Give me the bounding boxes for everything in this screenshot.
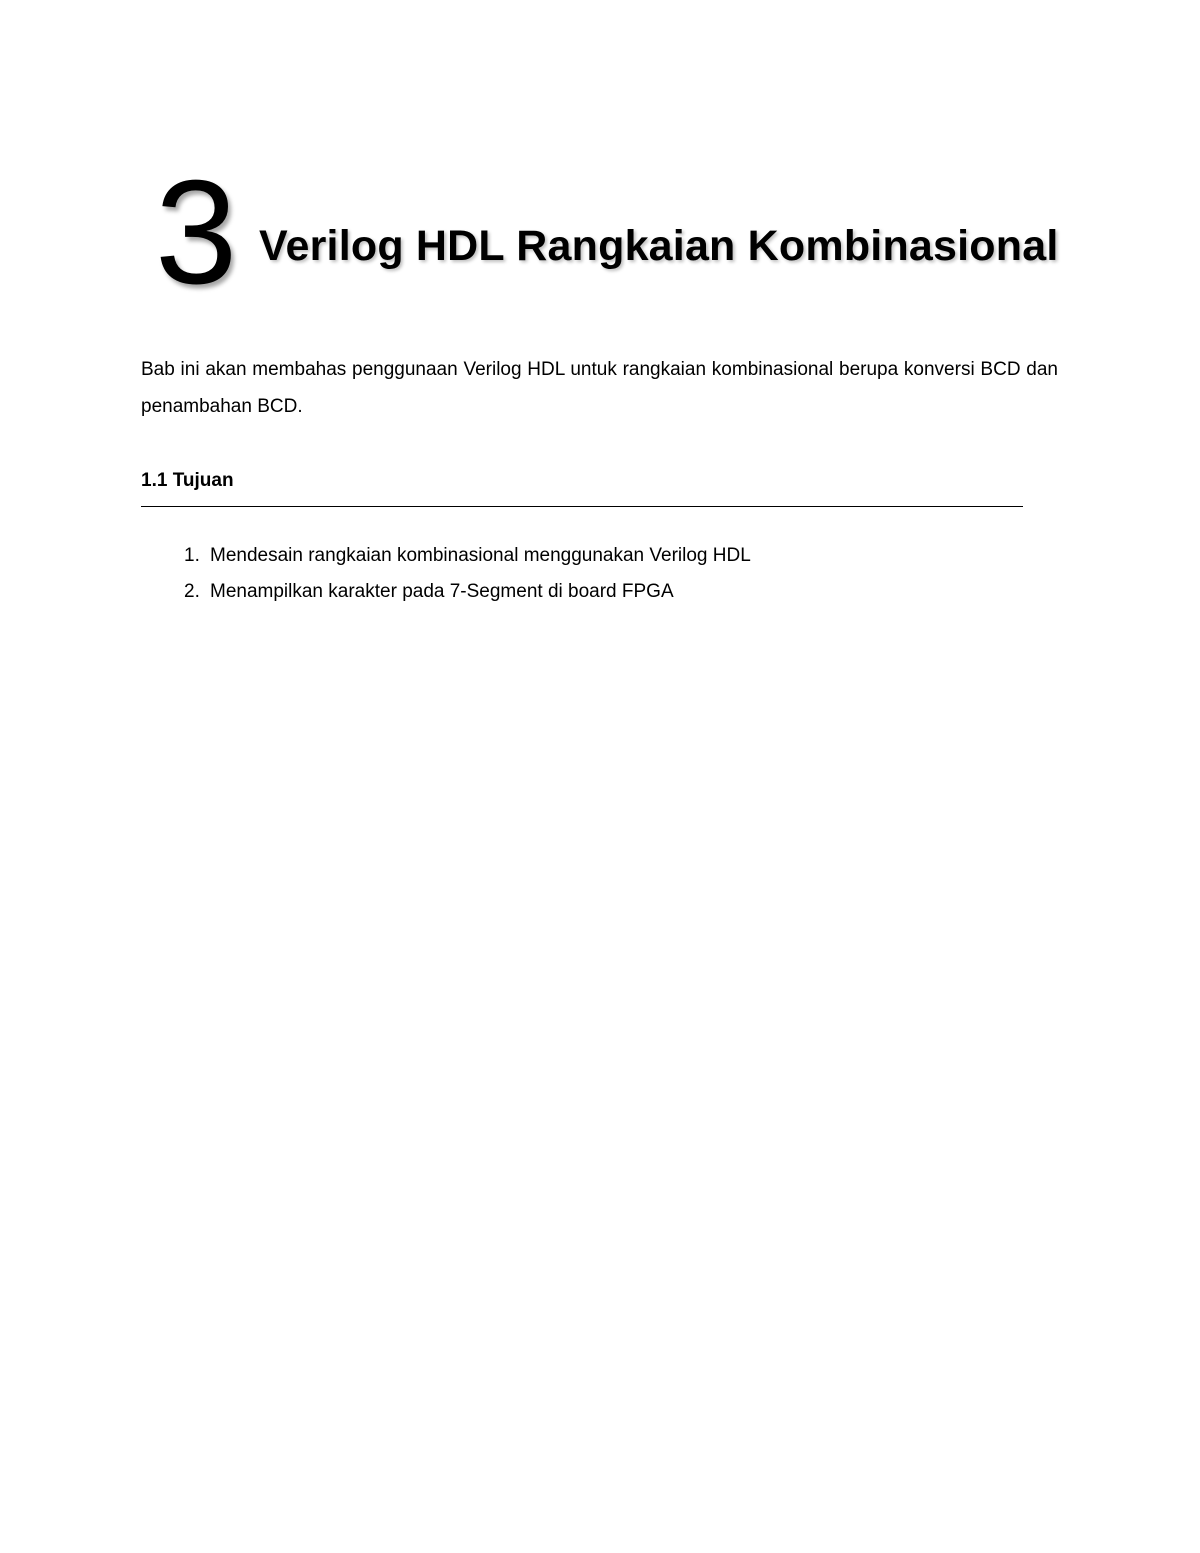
list-item xyxy=(141,538,1023,574)
list-item-number: 2. xyxy=(184,581,200,602)
list-item-number: 1. xyxy=(184,545,200,566)
list-item-text: Menampilkan karakter pada 7-Segment di board FPGA xyxy=(210,581,674,602)
chapter-title: Verilog HDL Rangkaian Kombinasional xyxy=(259,222,1059,270)
list-item xyxy=(141,574,1023,610)
chapter-number: 3 xyxy=(155,150,238,315)
goals-list xyxy=(141,538,1023,610)
intro-paragraph: Bab ini akan membahas penggunaan Verilog HDL untuk rangkaian kombinasional berupa konversi BCD dan penambahan BCD. xyxy=(141,359,1058,417)
list-item-text: Mendesain rangkaian kombinasional menggunakan Verilog HDL xyxy=(210,545,751,566)
section-heading: 1.1 Tujuan xyxy=(141,466,1023,507)
chapter-header xyxy=(155,150,1115,315)
